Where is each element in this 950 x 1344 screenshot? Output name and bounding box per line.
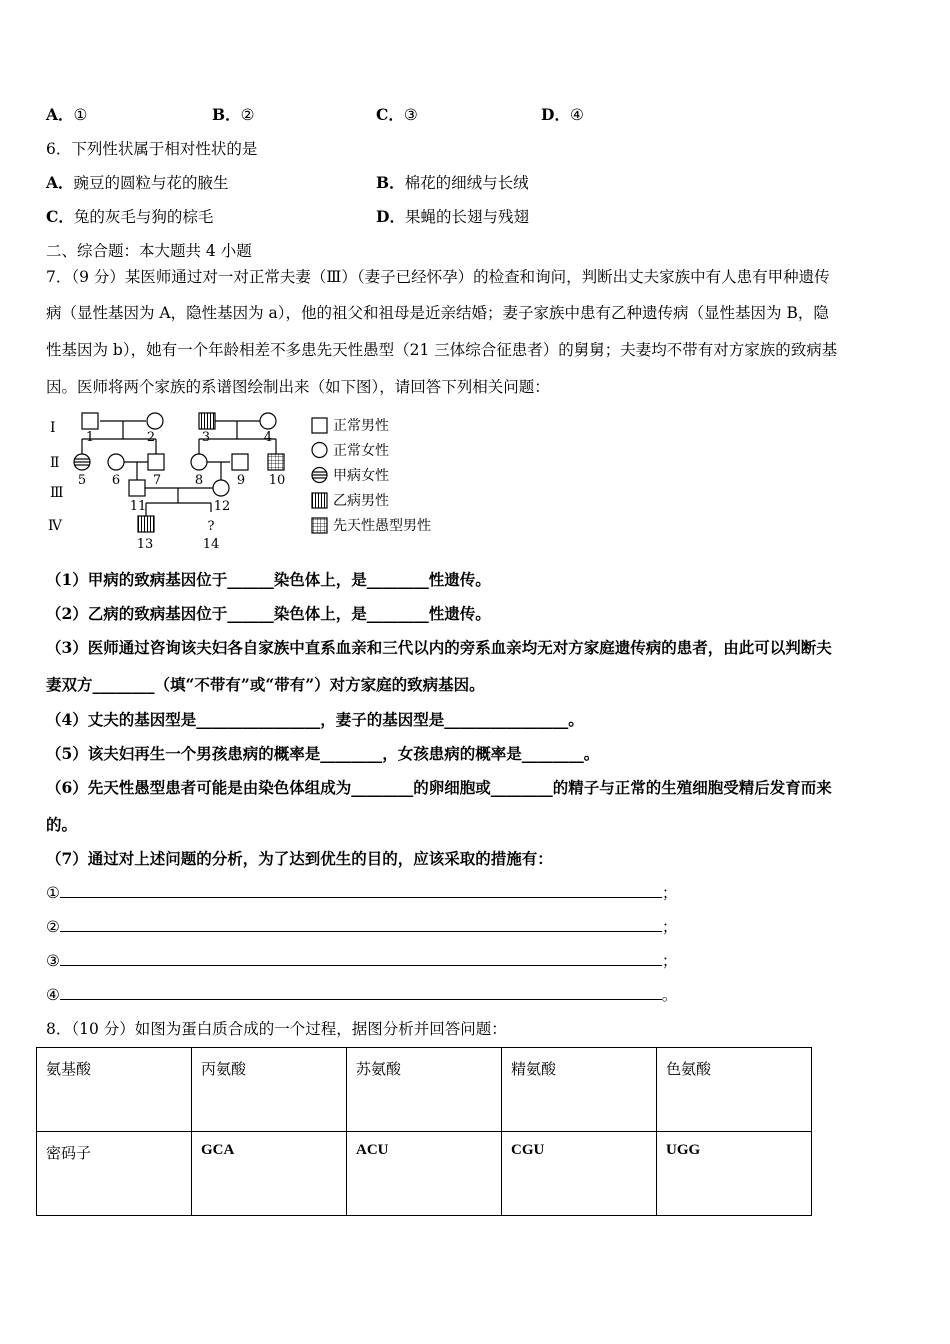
- individual-number: 2: [146, 430, 156, 445]
- q8-stem: 8．（10 分）如图为蛋白质合成的一个过程，据图分析并回答问题：: [46, 1020, 507, 1038]
- legend-normal-female-symbol: [312, 443, 327, 458]
- table-cell: UGG: [657, 1132, 812, 1216]
- q5-option-b: B．②: [212, 105, 255, 124]
- table-cell: CGU: [502, 1132, 657, 1216]
- unknown-individual-mark: ?: [207, 519, 215, 534]
- individual-12-circle: [213, 480, 229, 496]
- individual-number: 1: [85, 430, 95, 445]
- table-cell: 精氨酸: [502, 1048, 657, 1132]
- table-cell: 苏氨酸: [347, 1048, 502, 1132]
- q7-subquestion-1: （1）甲病的致病基因位于______染色体上，是________性遗传。: [46, 570, 491, 589]
- q7-stem-line3: 性基因为 b），她有一个年龄相差不多患先天性愚型（21 三体综合征患者）的舅舅；夫妻均不带有对方家族的致病基: [46, 341, 838, 359]
- individual-6-circle: [108, 454, 124, 470]
- q7-stem-line2: 病（显性基因为 A，隐性基因为 a），他的祖父和祖母是近亲结婚；妻子家族中患有乙种遗传病（显性基因为 B，隐: [46, 304, 829, 322]
- individual-9-square: [232, 454, 248, 470]
- individual-number: 9: [236, 473, 246, 488]
- q7-subquestion-3-line1: （3）医师通过咨询该夫妇各自家族中直系血亲和三代以内的旁系血亲均无对方家庭遗传病的患者，由此可以判断夫: [46, 638, 832, 657]
- table-cell: GCA: [192, 1132, 347, 1216]
- q7-subquestion-4: （4）丈夫的基因型是________________，妻子的基因型是________________。: [46, 710, 584, 729]
- legend-label: 正常女性: [333, 443, 389, 459]
- individual-number: 10: [268, 473, 286, 488]
- q7-subquestion-2: （2）乙病的致病基因位于______染色体上，是________性遗传。: [46, 604, 491, 623]
- individual-number: 11: [129, 499, 147, 514]
- individual-11-square: [129, 480, 145, 496]
- individual-number: 6: [111, 473, 121, 488]
- q6-option-d: D．果蝇的长翅与残翅: [376, 207, 529, 226]
- q7-subquestion-6-line2: 的。: [46, 815, 78, 834]
- individual-number: 7: [152, 473, 162, 488]
- section-heading: 二、综合题：本大题共 4 小题: [46, 242, 252, 260]
- q7-stem-line4: 因。医师将两个家族的系谱图绘制出来（如下图），请回答下列相关问题：: [46, 378, 550, 396]
- q6-stem: 6．下列性状属于相对性状的是: [46, 140, 258, 158]
- individual-number: 4: [263, 430, 273, 445]
- individual-number: 13: [136, 537, 154, 552]
- individual-number: 14: [202, 537, 220, 552]
- generation-label-4: Ⅳ: [48, 518, 62, 534]
- individual-10-grid-square: [268, 454, 284, 470]
- individual-2-circle: [147, 413, 163, 429]
- individual-1-square: [82, 413, 98, 429]
- q6-option-a: A．豌豆的圆粒与花的腋生: [46, 173, 229, 192]
- table-cell: 氨基酸: [37, 1048, 192, 1132]
- individual-number: 8: [194, 473, 204, 488]
- legend-normal-male-symbol: [312, 418, 327, 433]
- q6-option-c: C．兔的灰毛与狗的棕毛: [46, 207, 214, 226]
- table-cell: 丙氨酸: [192, 1048, 347, 1132]
- table-cell: 色氨酸: [657, 1048, 812, 1132]
- individual-number: 12: [213, 499, 231, 514]
- codon-table: [36, 1047, 812, 1216]
- individual-4-circle: [260, 413, 276, 429]
- table-cell: 密码子: [37, 1132, 192, 1216]
- generation-label-1: Ⅰ: [50, 420, 56, 436]
- individual-8-circle: [191, 454, 207, 470]
- individual-7-square: [148, 454, 164, 470]
- individual-13-striped-square: [138, 516, 154, 532]
- individual-number: 3: [201, 430, 211, 445]
- measure-line-4: ④ 。: [46, 986, 678, 1004]
- q7-subquestion-3-line2: 妻双方________（填“不带有”或“带有”）对方家庭的致病基因。: [46, 675, 485, 694]
- measure-line-3: ③ ；: [46, 952, 678, 970]
- measure-line-2: ② ；: [46, 918, 678, 936]
- table-row: [37, 1132, 812, 1216]
- measure-line-1: ① ；: [46, 884, 678, 902]
- q5-option-c: C．③: [376, 105, 418, 124]
- legend-label: 甲病女性: [333, 468, 389, 484]
- pedigree-chart: [44, 404, 464, 554]
- q6-option-b: B．棉花的细绒与长绒: [376, 173, 529, 192]
- q7-stem-line1: 7．（9 分）某医师通过对一对正常夫妻（Ⅲ）（妻子已经怀孕）的检查和询问，判断出丈夫家族中有人患有甲种遗传: [46, 268, 830, 286]
- legend-label: 正常男性: [333, 418, 389, 434]
- legend-disease-b-male-symbol: [312, 493, 327, 508]
- table-cell: ACU: [347, 1132, 502, 1216]
- q7-subquestion-7: （7）通过对上述问题的分析，为了达到优生的目的，应该采取的措施有：: [46, 849, 553, 868]
- generation-label-2: Ⅱ: [50, 455, 60, 471]
- table-row: [37, 1048, 812, 1132]
- generation-label-3: Ⅲ: [50, 485, 64, 501]
- q7-subquestion-6-line1: （6）先天性愚型患者可能是由染色体组成为________的卵细胞或________的精子与正常的生殖细胞受精后发育而来: [46, 778, 832, 797]
- q5-option-a: A．①: [46, 105, 88, 124]
- individual-3-striped-square: [199, 413, 215, 429]
- q7-subquestion-5: （5）该夫妇再生一个男孩患病的概率是________，女孩患病的概率是________。: [46, 744, 600, 763]
- legend-down-syndrome-male-symbol: [312, 518, 327, 533]
- q5-option-d: D．④: [541, 105, 584, 124]
- legend-label: 先天性愚型男性: [333, 518, 431, 534]
- legend-label: 乙病男性: [333, 493, 389, 509]
- individual-number: 5: [77, 473, 87, 488]
